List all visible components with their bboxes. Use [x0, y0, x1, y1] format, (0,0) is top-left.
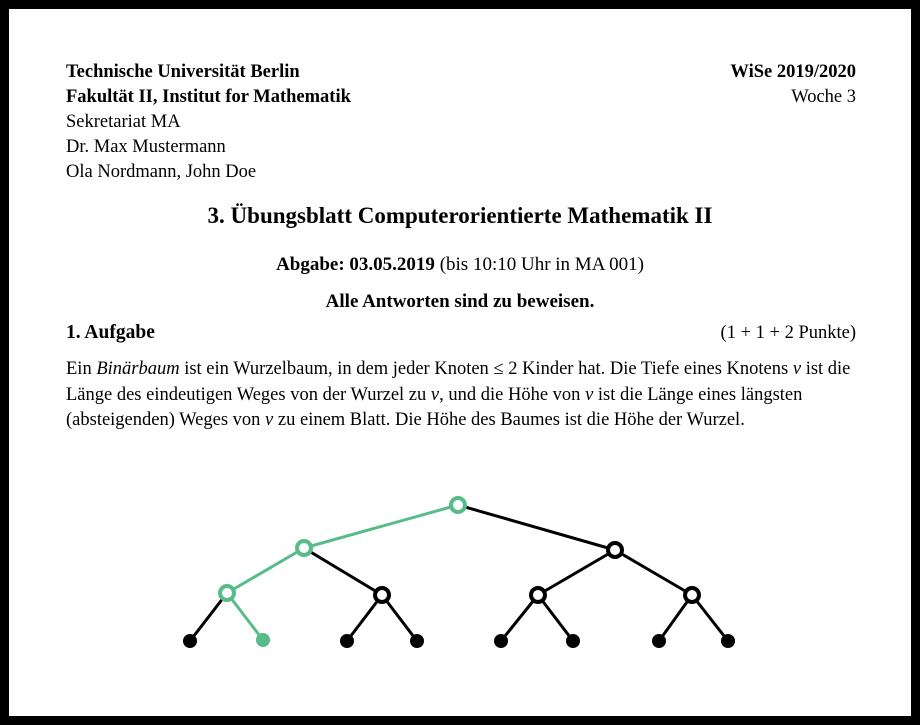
tree-node-l2-2: [375, 588, 389, 602]
text-run: zu einem Blatt. Die Höhe des Baumes ist die Höhe der Wurzel.: [273, 410, 745, 430]
text-run: Ein: [66, 359, 97, 379]
tree-node-leaf-6: [566, 634, 580, 648]
text-run: ist die Länge eines längsten (absteigenden) Weges von: [66, 384, 803, 430]
header-line: Fakultät II, Institut for Mathematik: [66, 87, 351, 107]
due-date-detail: (bis 10:10 Uhr in MA 001): [434, 254, 644, 275]
header-right-block: [730, 60, 856, 110]
tree-node-leaf-2: [256, 633, 270, 647]
tree-edge: [615, 550, 692, 595]
exercise-points: (1 + 1 + 2 Punkte): [720, 323, 856, 343]
header-line: WiSe 2019/2020: [730, 62, 856, 82]
italic-term: Binärbaum: [96, 359, 180, 379]
tree-node-leaf-4: [410, 634, 424, 648]
italic-term: v: [265, 410, 274, 430]
exercise-heading-row: [66, 322, 856, 344]
tree-node-leaf-7: [652, 634, 666, 648]
italic-term: v: [792, 359, 802, 379]
tree-node-leaf-3: [340, 634, 354, 648]
header-line: Dr. Max Mustermann: [66, 137, 226, 157]
header-line: Woche 3: [791, 87, 856, 107]
text-run: ist die Länge des eindeutigen Weges von der Wurzel zu: [66, 359, 851, 405]
text-run: , und die Höhe von: [439, 384, 586, 405]
notice-line: Alle Antworten sind zu beweisen.: [325, 291, 595, 312]
tree-edge: [538, 550, 615, 595]
tree-edge: [304, 548, 382, 595]
exercise-label: 1. Aufgabe: [66, 322, 155, 343]
tree-node-leaf-8: [721, 634, 735, 648]
header-line: Technische Universität Berlin: [66, 62, 300, 82]
tree-node-root: [451, 498, 465, 512]
tree-edge: [304, 505, 458, 548]
header-line: Ola Nordmann, John Doe: [66, 162, 257, 182]
tree-node-leaf-5: [494, 634, 508, 648]
tree-node-l2-3: [531, 588, 545, 602]
tree-edge: [190, 593, 227, 641]
tree-node-l1-left: [297, 541, 311, 555]
italic-term: v: [430, 384, 440, 405]
tree-node-l1-right: [608, 543, 622, 557]
header-line: Sekretariat MA: [66, 112, 181, 132]
tree-svg: [150, 488, 790, 663]
sheet-title: 3. Übungsblatt Computerorientierte Mathematik II: [207, 203, 713, 228]
tree-node-leaf-1: [183, 634, 197, 648]
tree-node-l2-1: [220, 586, 234, 600]
tree-edge: [227, 548, 304, 593]
italic-term: v: [585, 384, 594, 405]
tree-edge: [458, 505, 615, 550]
due-date-line: [0, 254, 920, 276]
text-run: ist ein Wurzelbaum, in dem jeder Knoten ≤ 2 Kinder hat. Die Tiefe eines Knotens: [179, 359, 793, 379]
header-left-block: [66, 60, 351, 185]
tree-node-l2-4: [685, 588, 699, 602]
due-date-bold: Abgabe: 03.05.2019: [276, 254, 435, 275]
paragraph: [66, 357, 858, 434]
